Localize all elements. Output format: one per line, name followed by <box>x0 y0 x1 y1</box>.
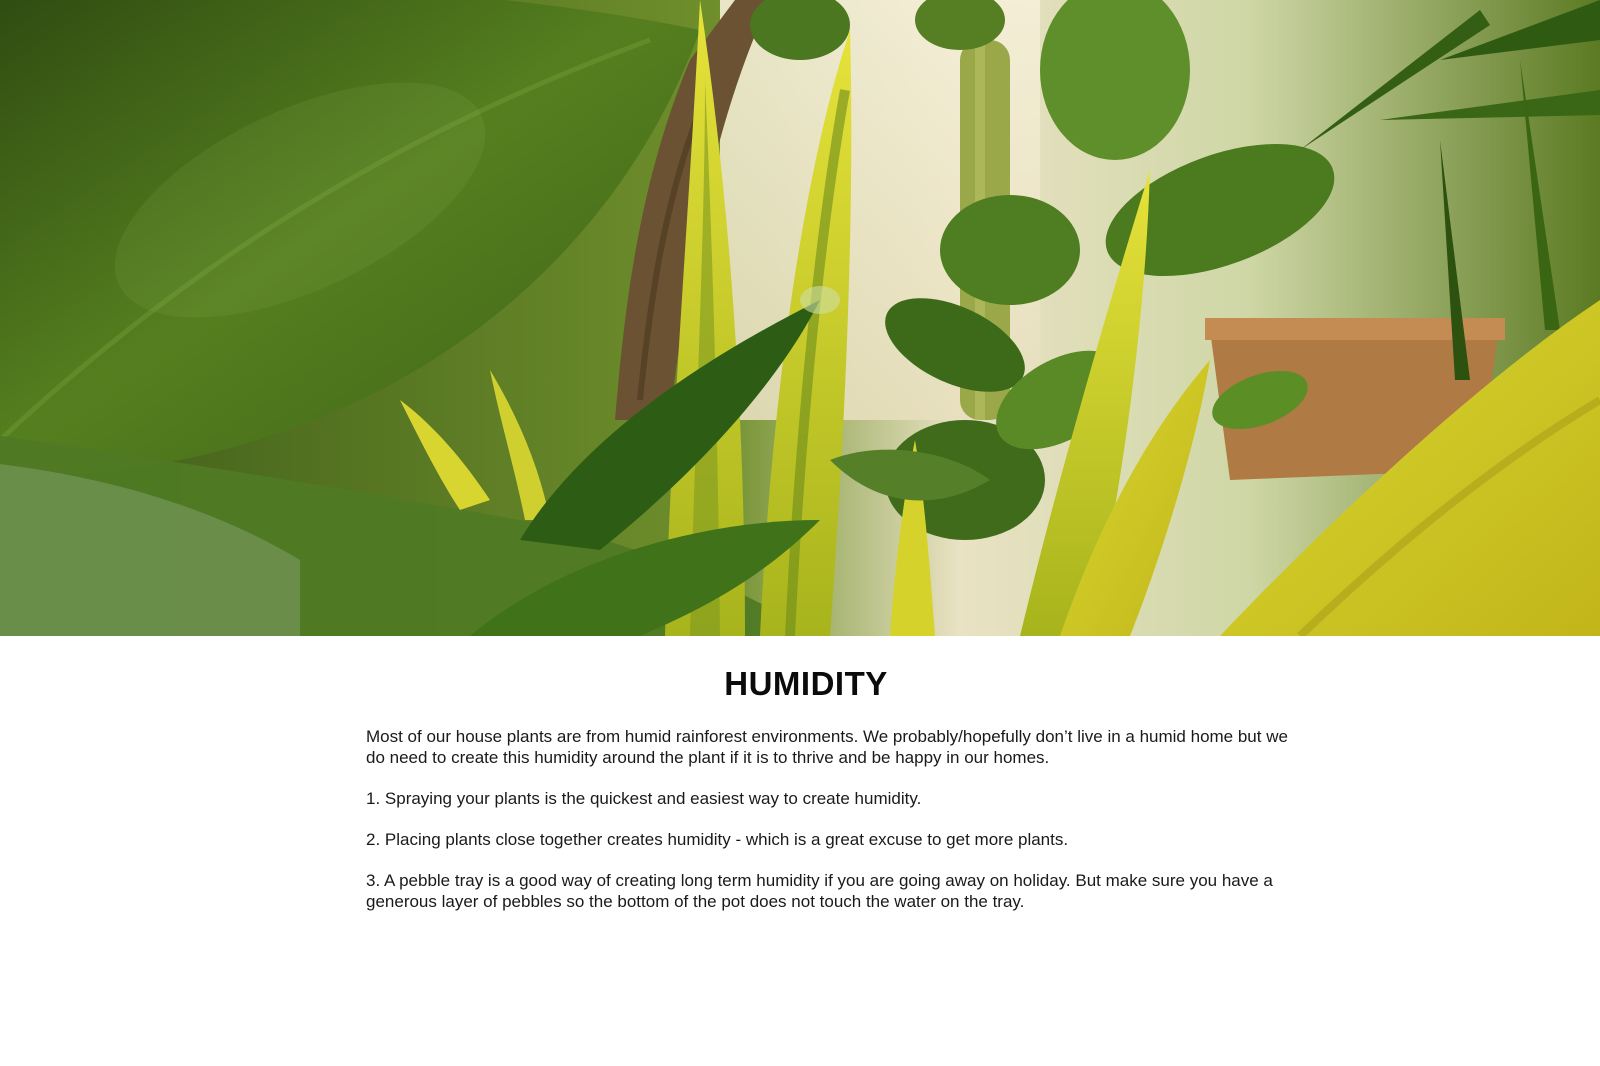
tip-paragraph-1: 1. Spraying your plants is the quickest and easiest way to create humidity. <box>366 789 922 808</box>
intro-paragraph: Most of our house plants are from humid rainforest environments. We probably/hopefully don’t live in a humid home but we do need to create this humidity around the plant if it is to thrive and be happy in our homes. <box>366 727 1288 767</box>
page-title: HUMIDITY <box>724 665 888 702</box>
tip-paragraph-3: 3. A pebble tray is a good way of creating long term humidity if you are going away on holiday. But make sure you have a generous layer of pebbles so the bottom of the pot does not touch the water on the tray. <box>366 871 1273 911</box>
article-section <box>366 664 1296 932</box>
tip-paragraph-2: 2. Placing plants close together creates humidity - which is a great excuse to get more plants. <box>366 830 1069 849</box>
